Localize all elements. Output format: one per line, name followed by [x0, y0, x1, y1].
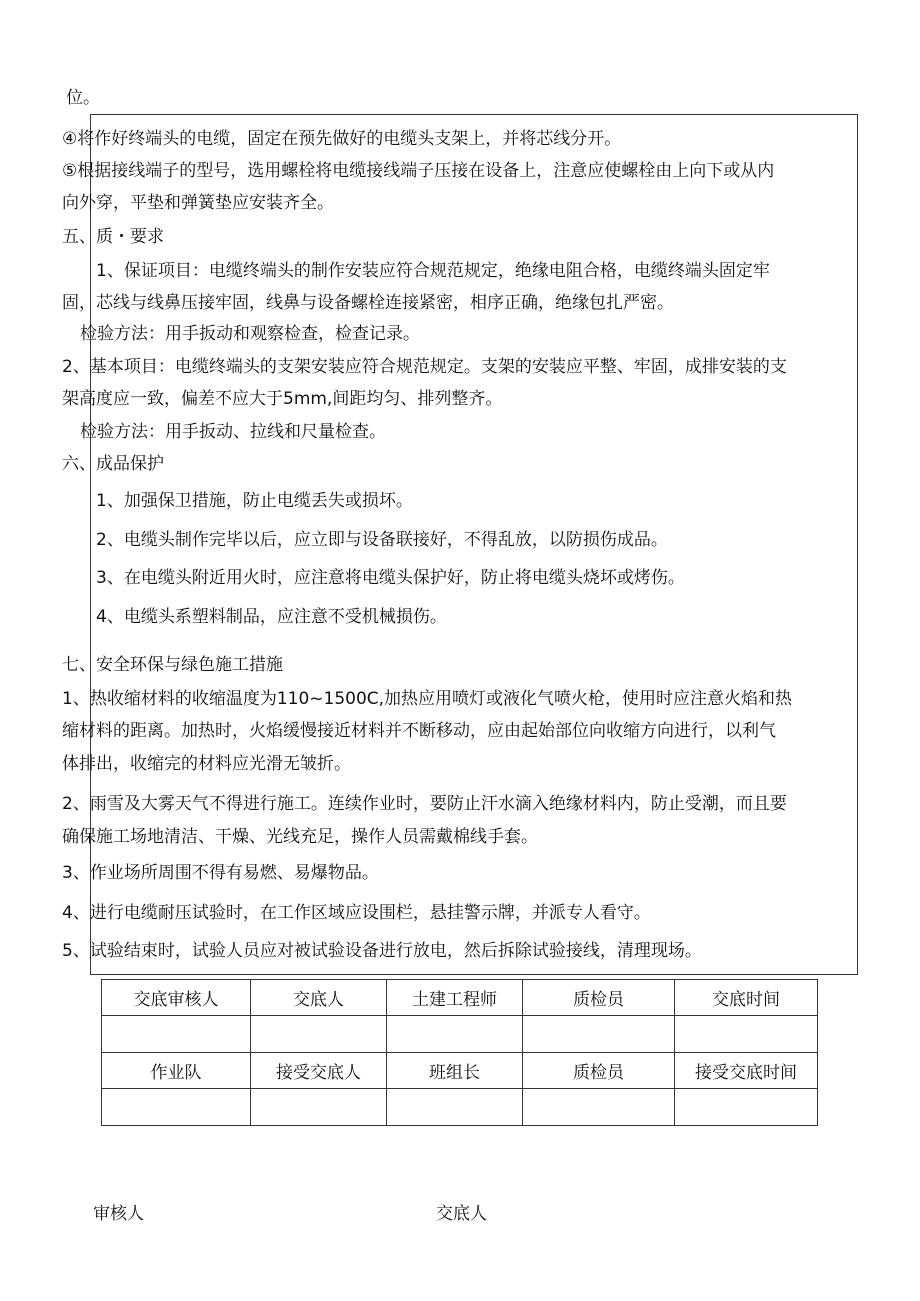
table-row	[102, 980, 818, 1016]
text-line: 检验方法：用手扳动和观察检查，检查记录。	[80, 324, 420, 344]
header-cell: 交底审核人	[102, 980, 251, 1016]
header-cell: 质检员	[523, 1053, 675, 1089]
signature-cell[interactable]	[675, 1016, 818, 1053]
text-line: 固，芯线与线鼻压接牢固，线鼻与设备螺栓连接紧密，相序正确，绝缘包扎严密。	[62, 293, 674, 313]
top-fragment: 位。	[66, 88, 100, 108]
text-line: 5、试验结束时，试验人员应对被试验设备进行放电，然后拆除试验接线，清理现场。	[62, 941, 702, 961]
text-line: 3、在电缆头附近用火时，应注意将电缆头保护好，防止将电缆头烧坏或烤伤。	[96, 568, 685, 588]
table-row	[102, 1016, 818, 1053]
header-cell: 接受交底人	[251, 1053, 387, 1089]
header-cell: 交底时间	[675, 980, 818, 1016]
text-line: 架高度应一致，偏差不应大于5mm,间距均匀、排列整齐。	[62, 389, 503, 409]
text-line: 1、热收缩材料的收缩温度为110~1500C,加热应用喷灯或液化气喷火枪，使用时应注意火焰和热	[62, 689, 793, 709]
text-line: 2、电缆头制作完毕以后，应立即与设备联接好，不得乱放，以防损伤成品。	[96, 530, 668, 550]
header-cell: 土建工程师	[387, 980, 523, 1016]
signature-cell[interactable]	[251, 1089, 387, 1126]
text-line: 3、作业场所周围不得有易燃、易爆物品。	[62, 863, 379, 883]
text-line: 检验方法：用手扳动、拉线和尺量检查。	[80, 422, 386, 442]
text-line: 确保施工场地清洁、干燥、光线充足，操作人员需戴棉线手套。	[62, 827, 538, 847]
text-line: 缩材料的距离。加热时，火焰缓慢接近材料并不断移动，应由起始部位向收缩方向进行，以利气	[62, 721, 776, 741]
header-cell: 班组长	[387, 1053, 523, 1089]
section-heading: 七、安全环保与绿色施工措施	[62, 655, 283, 675]
signature-cell[interactable]	[523, 1089, 675, 1126]
text-line: 4、电缆头系塑料制品，应注意不受机械损伤。	[96, 607, 447, 627]
signature-cell[interactable]	[523, 1016, 675, 1053]
header-cell: 质检员	[523, 980, 675, 1016]
text-line: 体排出，收缩完的材料应光滑无皱折。	[62, 754, 351, 774]
signature-cell[interactable]	[387, 1089, 523, 1126]
header-cell: 接受交底时间	[675, 1053, 818, 1089]
section-heading: 六、成品保护	[62, 454, 164, 474]
footer-presenter-label: 交底人	[436, 1204, 487, 1224]
text-line: ④将作好终端头的电缆，固定在预先做好的电缆头支架上，并将芯线分开。	[62, 129, 622, 149]
text-line: 2、基本项目：电缆终端头的支架安装应符合规范规定。支架的安装应平整、牢固，成排安装的支	[62, 357, 787, 377]
header-cell: 交底人	[251, 980, 387, 1016]
header-cell: 作业队	[102, 1053, 251, 1089]
footer-reviewer-label: 审核人	[93, 1204, 144, 1224]
signature-cell[interactable]	[102, 1089, 251, 1126]
table-row	[102, 1089, 818, 1126]
section-heading: 五、质・要求	[62, 227, 164, 247]
signature-cell[interactable]	[675, 1089, 818, 1126]
signature-cell[interactable]	[251, 1016, 387, 1053]
text-line: 2、雨雪及大雾天气不得进行施工。连续作业时，要防止汗水滴入绝缘材料内，防止受潮，而且要	[62, 794, 787, 814]
signature-cell[interactable]	[387, 1016, 523, 1053]
text-line: 1、加强保卫措施，防止电缆丢失或损坏。	[96, 491, 413, 511]
text-line: 1、保证项目：电缆终端头的制作安装应符合规范规定，绝缘电阻合格，电缆终端头固定牢	[96, 261, 770, 281]
text-line: ⑤根据接线端子的型号，选用螺栓将电缆接线端子压接在设备上，注意应使螺栓由上向下或从内	[62, 161, 775, 181]
text-line: 向外穿，平垫和弹簧垫应安装齐全。	[62, 193, 334, 213]
table-row	[102, 1053, 818, 1089]
signature-cell[interactable]	[102, 1016, 251, 1053]
sign-off-table	[101, 979, 818, 1126]
text-line: 4、进行电缆耐压试验时，在工作区域应设围栏，悬挂警示牌，并派专人看守。	[62, 903, 651, 923]
